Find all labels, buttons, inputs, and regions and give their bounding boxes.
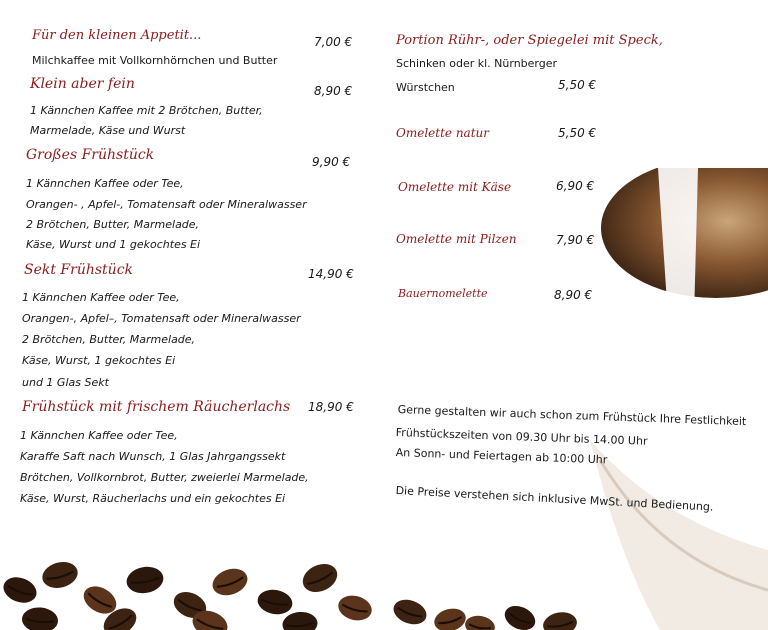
menu-item-description: Käse, Wurst und 1 gekochtes Ei [26, 238, 201, 251]
coffee-bean [390, 595, 430, 628]
menu-item-title: Frühstück mit frischem Räucherlachs [22, 399, 291, 415]
note-line: Die Preise verstehen sich inklusive MwSt. und Bedienung. [395, 484, 714, 514]
menu-item-description: Brötchen, Vollkornbrot, Butter, zweierlei Marmelade, [20, 471, 309, 484]
menu-item-description: 1 Kännchen Kaffee oder Tee, [22, 291, 180, 304]
menu-item-description: 1 Kännchen Kaffee oder Tee, [20, 429, 178, 442]
menu-item-description: 2 Brötchen, Butter, Marmelade, [22, 333, 196, 346]
menu-item-description: 1 Kännchen Kaffee mit 2 Brötchen, Butter, [30, 104, 263, 117]
menu-item-price: 8,90 € [554, 288, 593, 302]
coffee-bean [125, 564, 166, 596]
menu-item-description: und 1 Glas Sekt [22, 376, 109, 389]
coffee-beans-image [0, 520, 768, 630]
menu-item-title: Omelette mit Käse [398, 180, 512, 194]
coffee-bean [541, 610, 578, 630]
coffee-bean [256, 587, 295, 617]
coffee-bean [209, 564, 251, 600]
menu-item-price: 7,00 € [314, 35, 353, 49]
menu-item-description: Schinken oder kl. Nürnberger [396, 57, 558, 70]
menu-item-price: 7,90 € [556, 233, 595, 247]
menu-item-description: 2 Brötchen, Butter, Marmelade, [26, 218, 200, 231]
coffee-bean [501, 601, 539, 630]
coffee-bean [298, 559, 342, 598]
menu-item-title: Bauernomelette [398, 287, 488, 300]
menu-item-title: Portion Rühr-, oder Spiegelei mit Speck, [396, 33, 663, 48]
coffee-bean [335, 592, 374, 624]
menu-item-title: Für den kleinen Appetit... [32, 28, 202, 43]
coffee-bean [463, 614, 496, 630]
note-line: An Sonn- und Feiertagen ab 10:00 Uhr [395, 446, 608, 467]
menu-item-description: Käse, Wurst, 1 gekochtes Ei [22, 354, 176, 367]
coffee-bean [0, 573, 40, 607]
coffee-cup-image [598, 168, 768, 318]
menu-item-title: Omelette mit Pilzen [396, 232, 517, 246]
menu-item-price: 5,50 € [558, 78, 597, 92]
coffee-bean [282, 611, 319, 630]
menu-item-price: 18,90 € [308, 400, 354, 414]
coffee-bean [432, 605, 469, 630]
coffee-bean [21, 606, 59, 630]
menu-item-title: Klein aber fein [30, 76, 135, 92]
menu-item-description: Käse, Wurst, Räucherlachs und ein gekochtes Ei [20, 492, 286, 505]
menu-item-description: Karaffe Saft nach Wunsch, 1 Glas Jahrgangssekt [20, 450, 286, 463]
menu-item-price: 8,90 € [314, 84, 353, 98]
menu-item-price: 9,90 € [312, 155, 351, 169]
menu-item-description: 1 Kännchen Kaffee oder Tee, [26, 177, 184, 190]
menu-item-description: Würstchen [396, 81, 455, 94]
menu-item-price: 5,50 € [558, 126, 597, 140]
coffee-bean [39, 558, 80, 591]
menu-item-description: Orangen-, Apfel–, Tomatensaft oder Mineralwasser [22, 312, 301, 325]
menu-item-price: 14,90 € [308, 267, 354, 281]
menu-item-title: Sekt Frühstück [24, 262, 134, 278]
menu-item-description: Orangen- , Apfel-, Tomatensaft oder Mineralwasser [26, 198, 307, 211]
menu-item-title: Großes Frühstück [26, 147, 155, 163]
note-line: Gerne gestalten wir auch schon zum Frühstück Ihre Festlichkeit [397, 403, 747, 429]
menu-item-description: Marmelade, Käse und Wurst [30, 124, 186, 137]
menu-item-description: Milchkaffee mit Vollkornhörnchen und Butter [32, 54, 278, 67]
menu-item-price: 6,90 € [556, 179, 595, 193]
menu-item-title: Omelette natur [396, 126, 489, 140]
note-line: Frühstückszeiten von 09.30 Uhr bis 14.00 Uhr [395, 426, 648, 448]
